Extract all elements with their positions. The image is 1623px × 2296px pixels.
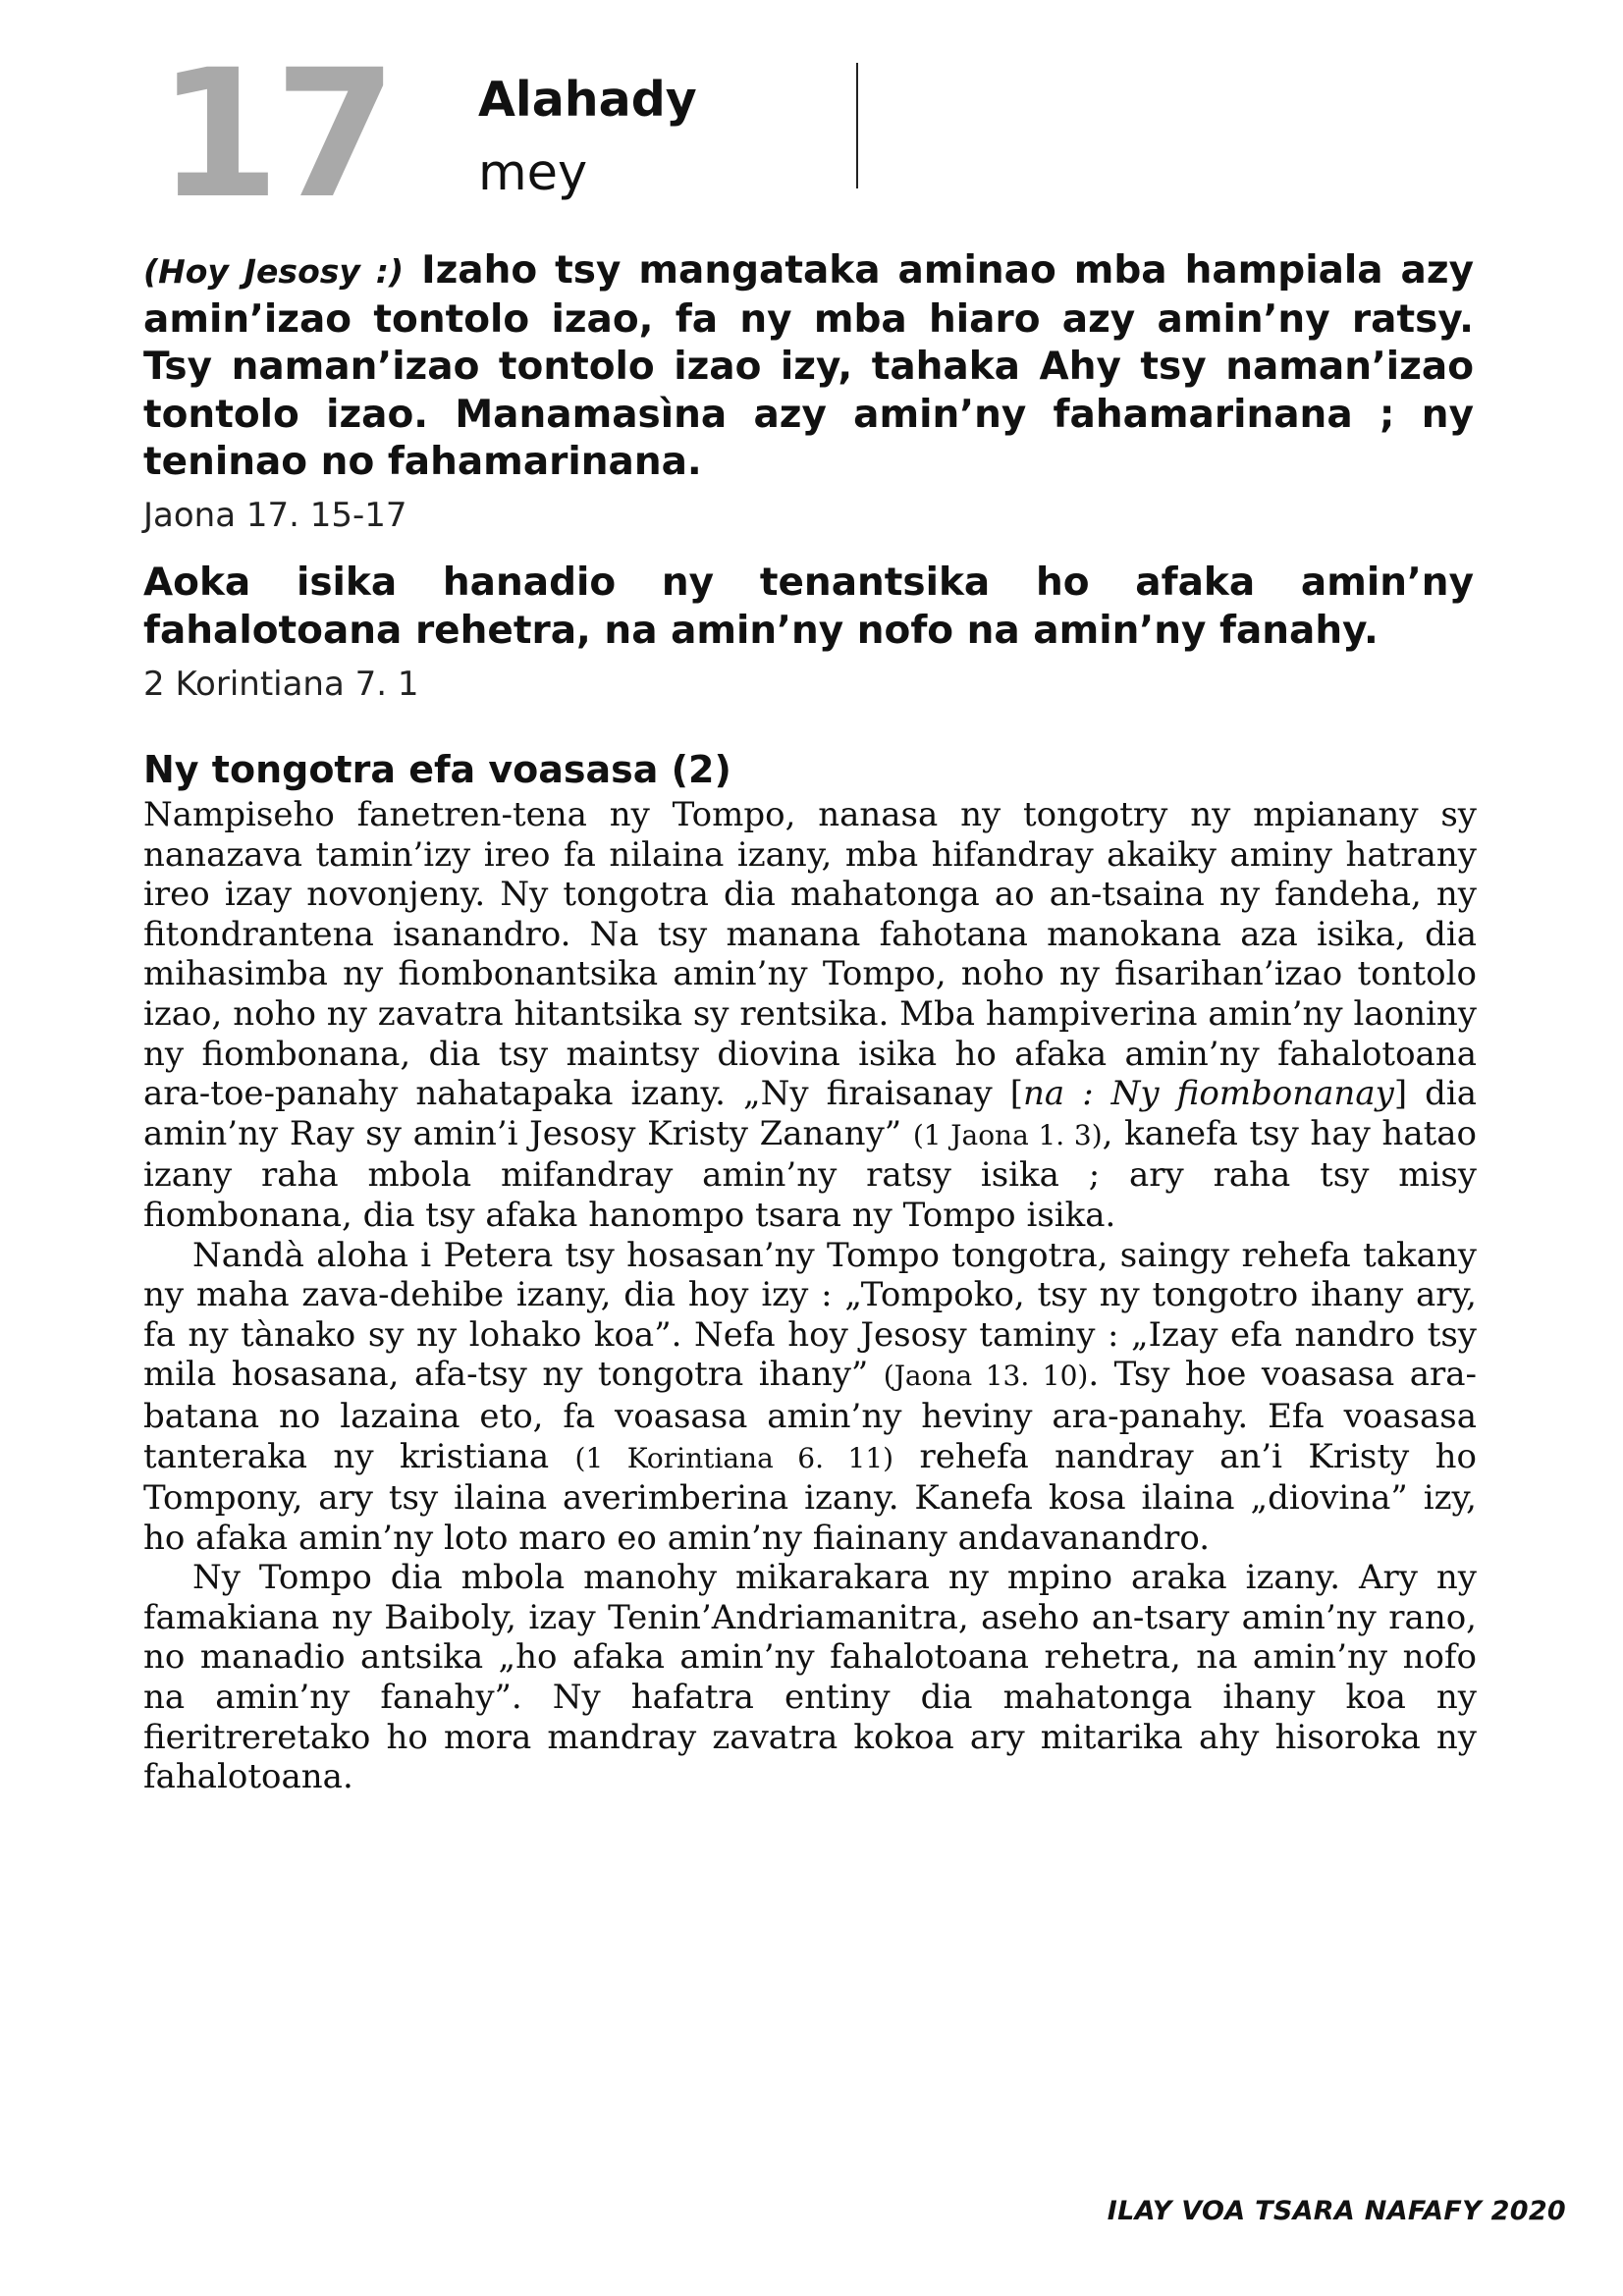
paragraph-1-reference: (1 Jaona 1. 3) xyxy=(912,1118,1103,1151)
paragraph-2-text-c: rehefa nandray an’i Kristy ho Tompony, ary tsy ilaina averimberina izany. Kanefa kosa ilaina „diovina” izy, ho afaka amin’ny loto maro eo amin’ny fiainany andavanandro. xyxy=(143,1436,1478,1558)
article-title: Ny tongotra efa voasasa (2) xyxy=(143,748,731,791)
paragraph-3: Ny Tompo dia mbola manohy mikarakara ny mpino araka izany. Ary ny famakiana ny Baiboly, izay Tenin’Andriamanitra, aseho an-tsary amin’ny rano, no manadio antsika „ho afaka amin’ny fahalotoana rehetra, na amin’ny nofo na amin’ny fanahy”. Ny hafatra entiny dia mahatonga ihany koa ny fieritreretako ho mora mandray zavatra kokoa ary mitarika ahy hisoroka ny fahalotoana. xyxy=(143,1558,1477,1797)
verse-1-text: Izaho tsy mangataka aminao mba hampiala azy amin’izao tontolo izao, fa ny mba hiaro azy amin’ny ratsy. Tsy naman’izao tontolo izao izy, tahaka Ahy tsy naman’izao tontolo izao. Manamasìna azy amin’ny fahamarinana ; ny teninao no fahamarinana. xyxy=(143,248,1474,484)
paragraph-2-text-b: . Tsy hoe voasasa ara-batana no lazaina eto, fa voasasa amin’ny heviny ara-panahy. Efa voasasa tanteraka ny kristiana xyxy=(143,1355,1477,1476)
day-name: Alahady xyxy=(478,72,697,128)
day-number: 17 xyxy=(157,32,392,238)
paragraph-2-reference-1: (Jaona 13. 10) xyxy=(883,1360,1089,1393)
footer-publication-title: ILAY VOA TSARA NAFAFY 2020 xyxy=(1107,2196,1566,2226)
paragraph-2-reference-2: (1 Korintiana 6. 11) xyxy=(574,1441,894,1474)
paragraph-1-italic-note: na : Ny fiombonanay xyxy=(1023,1074,1394,1114)
verse-2 xyxy=(143,560,1474,655)
paragraph-2-text-a: Nandà aloha i Petera tsy hosasan’ny Tompo tongotra, saingy rehefa takany ny maha zava-dehibe izany, dia hoy izy : „Tompoko, tsy ny tongotro ihany ary, fa ny tànako sy ny lohako koa”. Nefa hoy Jesosy taminy : „Izay efa nandro tsy mila hosasana, afa-tsy ny tongotra ihany” xyxy=(143,1235,1477,1395)
verse-2-text: Aoka isika hanadio ny tenantsika ho afaka amin’ny fahalotoana rehetra, na amin’ny nofo na amin’ny fanahy. xyxy=(143,561,1474,653)
paragraph-1 xyxy=(143,795,1477,1236)
article-body xyxy=(143,795,1477,1797)
paragraph-1-text-b: ] dia amin’ny Ray sy amin’i Jesosy Kristy Zanany” xyxy=(143,1074,1477,1153)
paragraph-1-text-c: , kanefa tsy hay hatao izany raha mbola mifandray amin’ny ratsy isika ; ary raha tsy misy fiombonana, dia tsy afaka hanompo tsara ny Tompo isika. xyxy=(143,1113,1477,1235)
verse-1 xyxy=(143,247,1474,487)
verse-1-reference: Jaona 17. 15-17 xyxy=(143,496,407,535)
verse-2-reference: 2 Korintiana 7. 1 xyxy=(143,665,419,704)
paragraph-2 xyxy=(143,1236,1477,1559)
verse-1-speaker: (Hoy Jesosy :) xyxy=(143,252,405,291)
header-divider xyxy=(856,63,858,188)
month-name: mey xyxy=(478,144,588,202)
paragraph-1-text-a: Nampiseho fanetren-tena ny Tompo, nanasa ny tongotry ny mpianany sy nanazava tamin’izy ireo fa nilaina izany, mba hifandray akaiky aminy hatrany ireo izay novonjeny. Ny tongotra dia mahatonga ao an-tsaina ny fandeha, ny fitondrantena isanandro. Na tsy manana fahotana manokana aza isika, dia mihasimba ny fiombonantsika amin’ny Tompo, noho ny fisarihan’izao tontolo izao, noho ny zavatra hitantsika sy rentsika. Mba hampiverina amin’ny laoniny ny fiombonana, dia tsy maintsy diovina isika ho afaka amin’ny fahalotoana ara-toe-panahy nahatapaka izany. „Ny firaisanay [ xyxy=(143,795,1477,1114)
